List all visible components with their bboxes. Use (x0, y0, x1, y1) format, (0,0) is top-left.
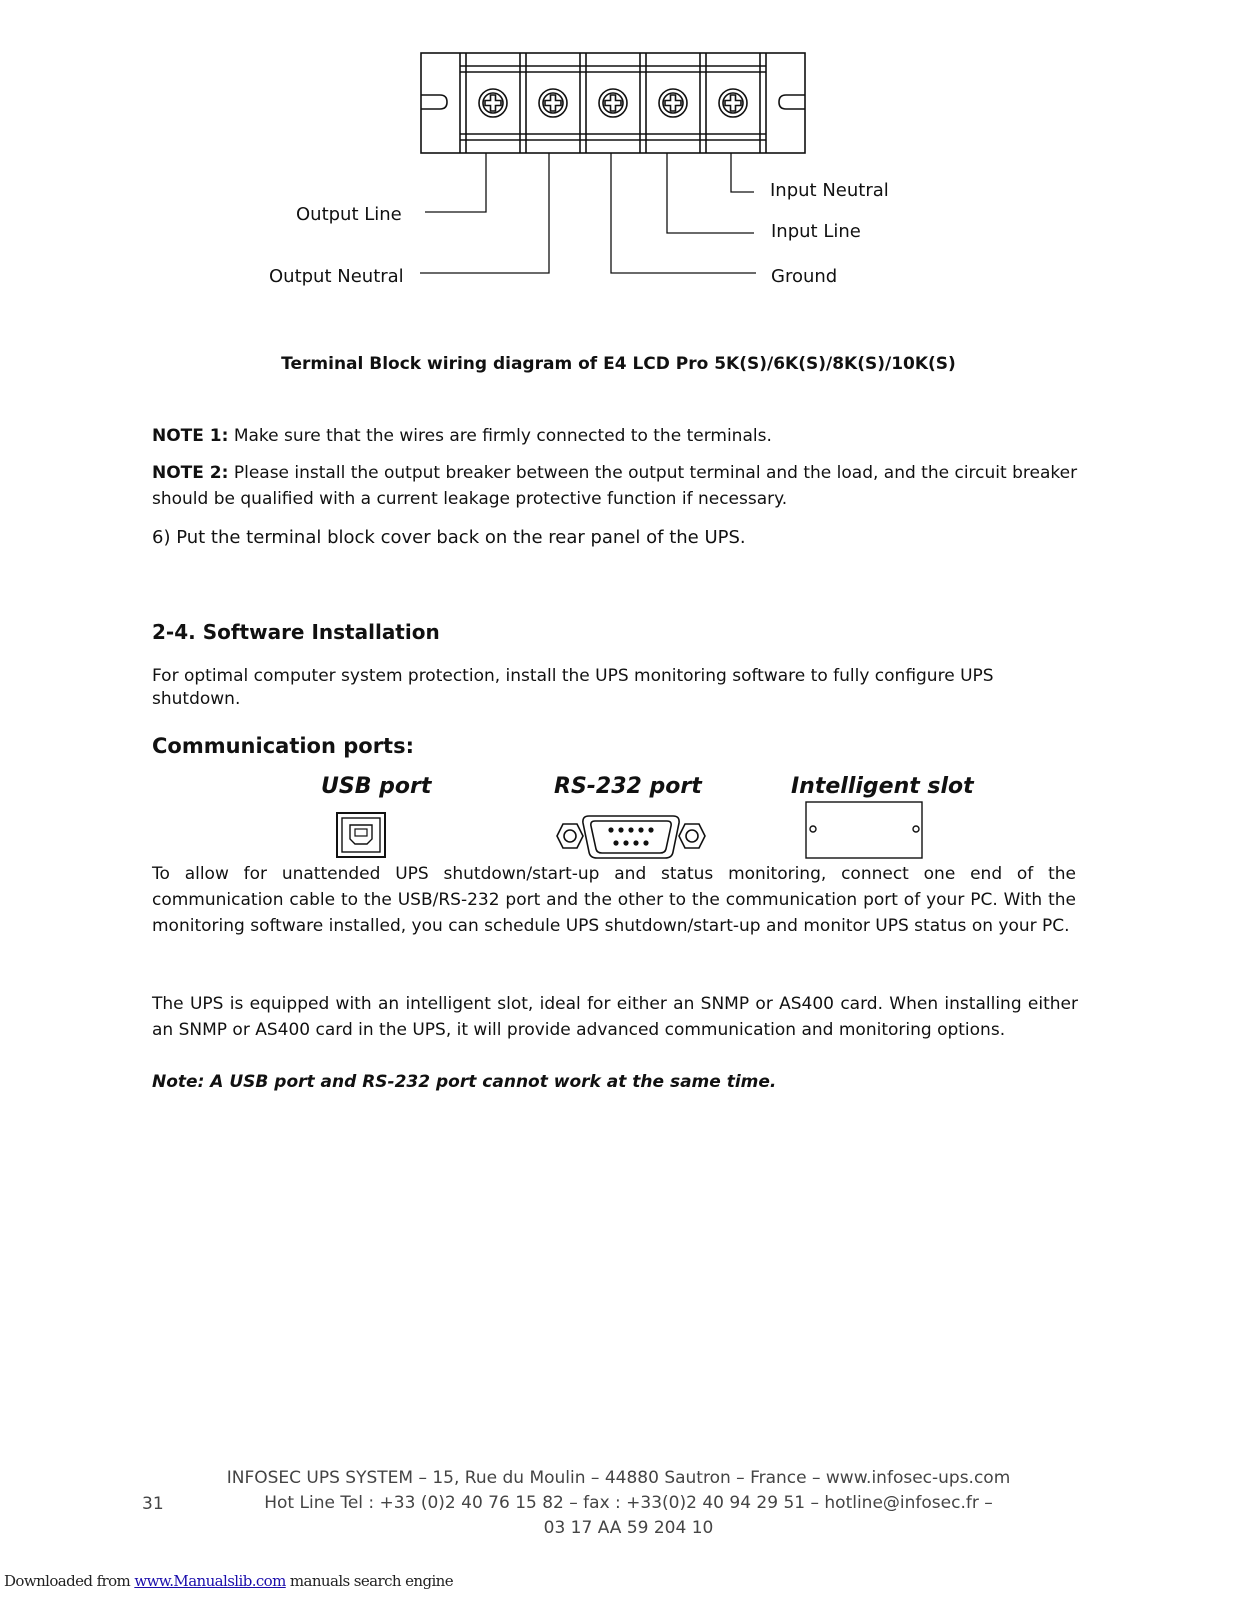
step-6: 6) Put the terminal block cover back on the rear panel of the UPS. (152, 527, 746, 548)
downloaded-from-line (4, 1572, 453, 1590)
comm-paragraph-2: The UPS is equipped with an intelligent slot, ideal for either an SNMP or AS400 card. When installing either an SNMP or AS400 card in the UPS, it will provide advanced communication and monitoring options. (152, 994, 1078, 1040)
terminal-screw-5 (719, 89, 747, 117)
diagram-caption: Terminal Block wiring diagram of E4 LCD Pro 5K(S)/6K(S)/8K(S)/10K(S) (281, 354, 956, 374)
terminal-block-diagram (0, 0, 1237, 320)
output-neutral-label: Output Neutral (269, 266, 404, 287)
terminal-screw-4 (659, 89, 687, 117)
rs232-port-title: RS-232 port (554, 774, 702, 799)
note-2-text: Please install the output breaker between the output terminal and the load, and the circuit breaker should be qualified with a current leakage protective function if necessary. (152, 463, 1078, 509)
footer-line-2: Hot Line Tel : +33 (0)2 40 76 15 82 – fax : +33(0)2 40 94 29 51 – hotline@infosec.fr – (264, 1493, 993, 1513)
terminal-screw-2 (539, 89, 567, 117)
rs232-port-icon (553, 810, 709, 862)
note-1-text: Make sure that the wires are firmly connected to the terminals. (233, 426, 772, 446)
footer-line-3: 03 17 AA 59 204 10 (543, 1518, 714, 1538)
note-2 (152, 460, 1082, 512)
comm-paragraph-1: To allow for unattended UPS shutdown/start-up and status monitoring, connect one end of the communication cable to the USB/RS-232 port and the other to the communication port of your PC. With the monitoring software installed, you can schedule UPS shutdown/start-up and monitor UPS status on your PC. (152, 864, 1076, 936)
note-2-label: NOTE 2: (152, 463, 229, 483)
note-1-label: NOTE 1: (152, 426, 229, 446)
downloaded-prefix: Downloaded from (4, 1572, 131, 1590)
note-1 (152, 423, 1076, 449)
ground-label: Ground (771, 266, 838, 287)
comm-ports-heading: Communication ports: (152, 734, 414, 758)
terminal-screw-3 (599, 89, 627, 117)
usb-rs232-note: Note: A USB port and RS-232 port cannot work at the same time. (152, 1072, 777, 1092)
manualslib-link[interactable]: www.Manualslib.com (134, 1572, 286, 1590)
section-heading: 2-4. Software Installation (152, 620, 440, 644)
page-number: 31 (142, 1494, 164, 1514)
input-neutral-label: Input Neutral (770, 180, 889, 201)
downloaded-suffix: manuals search engine (289, 1572, 453, 1590)
usb-port-icon (335, 811, 389, 859)
usb-port-title: USB port (321, 774, 432, 799)
terminal-screw-1 (479, 89, 507, 117)
section-intro: For optimal computer system protection, install the UPS monitoring software to fully configure UPS shutdown. (152, 666, 994, 709)
output-line-label: Output Line (296, 204, 402, 225)
intelligent-slot-icon (804, 800, 924, 860)
intelligent-slot-title: Intelligent slot (791, 774, 974, 799)
footer-line-1: INFOSEC UPS SYSTEM – 15, Rue du Moulin – 44880 Sautron – France – www.infosec-ups.com (226, 1468, 1011, 1488)
input-line-label: Input Line (771, 221, 861, 242)
